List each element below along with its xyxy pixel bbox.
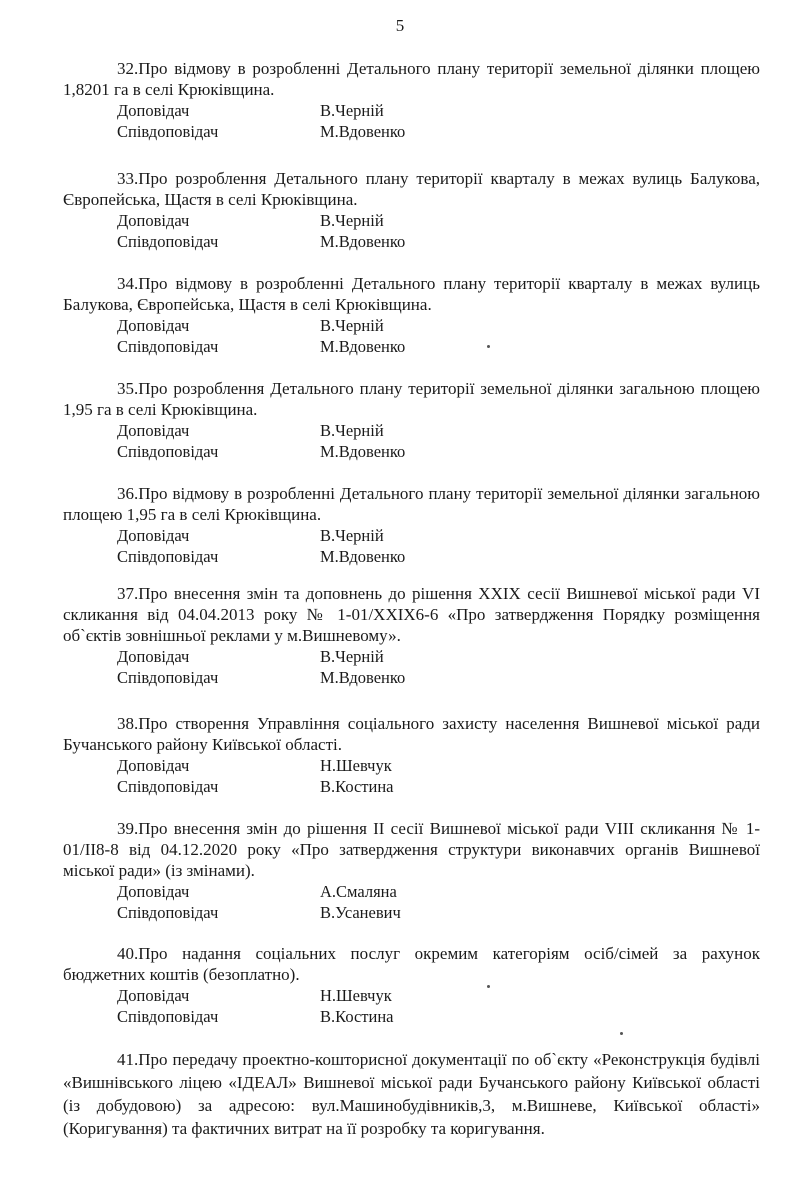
agenda-item-41 <box>0 1048 800 1140</box>
co-reporter-row <box>117 546 800 567</box>
reporter-row <box>117 100 800 121</box>
co-reporter-name: В.Костина <box>320 777 394 796</box>
co-reporter-name: М.Вдовенко <box>320 442 406 461</box>
agenda-item-title: 33.Про розроблення Детального плану території кварталу в межах вулиць Балукова, Європейська, Щастя в селі Крюківщина. <box>63 169 760 209</box>
co-reporter-row <box>117 902 800 923</box>
agenda-item-title: 32.Про відмову в розробленні Детального плану території земельної ділянки площею 1,8201 га в селі Крюківщина. <box>63 59 760 99</box>
scan-speck <box>487 985 490 988</box>
reporter-name: В.Черній <box>320 101 384 120</box>
agenda-item-title: 34.Про відмову в розробленні Детального плану території кварталу в межах вулиць Балукова, Європейська, Щастя в селі Крюківщина. <box>63 274 760 314</box>
reporter-row <box>117 646 800 667</box>
agenda-item-36 <box>0 483 800 567</box>
reporter-name: В.Черній <box>320 211 384 230</box>
co-reporter-name: М.Вдовенко <box>320 122 406 141</box>
reporter-row <box>117 525 800 546</box>
agenda-item-32 <box>0 58 800 142</box>
reporter-row <box>117 315 800 336</box>
reporter-role-label: Доповідач <box>117 756 190 775</box>
co-reporter-row <box>117 121 800 142</box>
co-reporter-row <box>117 776 800 797</box>
co-reporter-role-label: Співдоповідач <box>117 122 219 141</box>
co-reporter-name: В.Усаневич <box>320 903 401 922</box>
reporter-role-label: Доповідач <box>117 986 190 1005</box>
co-reporter-row <box>117 1006 800 1027</box>
co-reporter-name: В.Костина <box>320 1007 394 1026</box>
agenda-item-title: 38.Про створення Управління соціального захисту населення Вишневої міської ради Бучанського району Київської області. <box>63 714 760 754</box>
scan-speck <box>620 1032 623 1035</box>
reporter-row <box>117 420 800 441</box>
reporter-role-label: Доповідач <box>117 101 190 120</box>
reporter-row <box>117 755 800 776</box>
reporter-role-label: Доповідач <box>117 882 190 901</box>
reporter-name: Н.Шевчук <box>320 986 392 1005</box>
agenda-item-title: 40.Про надання соціальних послуг окремим категоріям осіб/сімей за рахунок бюджетних коштів (безоплатно). <box>63 944 760 984</box>
co-reporter-role-label: Співдоповідач <box>117 232 219 251</box>
co-reporter-role-label: Співдоповідач <box>117 337 219 356</box>
co-reporter-name: М.Вдовенко <box>320 547 406 566</box>
co-reporter-row <box>117 231 800 252</box>
agenda-item-37 <box>0 583 800 688</box>
reporter-name: В.Черній <box>320 526 384 545</box>
co-reporter-role-label: Співдоповідач <box>117 547 219 566</box>
agenda-item-title: 36.Про відмову в розробленні Детального плану території земельної ділянки загальною площею 1,95 га в селі Крюківщина. <box>63 484 760 524</box>
reporter-role-label: Доповідач <box>117 421 190 440</box>
agenda-item-title: 37.Про внесення змін та доповнень до рішення XXIX сесії Вишневої міської ради VI скликання від 04.04.2013 року № 1-01/XXIX6-6 «Про затвердження Порядку розміщення об`єктів зовнішньої реклами у м.Вишневому». <box>63 584 760 645</box>
reporter-row <box>117 985 800 1006</box>
reporter-name: Н.Шевчук <box>320 756 392 775</box>
reporter-name: В.Черній <box>320 421 384 440</box>
agenda-item-35 <box>0 378 800 462</box>
reporter-name: В.Черній <box>320 647 384 666</box>
agenda-item-34 <box>0 273 800 357</box>
co-reporter-role-label: Співдоповідач <box>117 1007 219 1026</box>
co-reporter-role-label: Співдоповідач <box>117 668 219 687</box>
reporter-name: В.Черній <box>320 316 384 335</box>
co-reporter-row <box>117 667 800 688</box>
agenda-item-40 <box>0 943 800 1027</box>
agenda-item-title: 39.Про внесення змін до рішення II сесії Вишневої міської ради VIII скликання № 1-01/II8-8 від 04.12.2020 року «Про затвердження структури виконавчих органів Вишневої міської ради» (із змінами). <box>63 819 760 880</box>
reporter-row <box>117 210 800 231</box>
co-reporter-row <box>117 336 800 357</box>
co-reporter-role-label: Співдоповідач <box>117 442 219 461</box>
agenda-item-33 <box>0 168 800 252</box>
co-reporter-name: М.Вдовенко <box>320 232 406 251</box>
reporter-role-label: Доповідач <box>117 316 190 335</box>
reporter-row <box>117 881 800 902</box>
agenda-item-38 <box>0 713 800 797</box>
co-reporter-name: М.Вдовенко <box>320 337 406 356</box>
reporter-role-label: Доповідач <box>117 647 190 666</box>
co-reporter-name: М.Вдовенко <box>320 668 406 687</box>
reporter-name: А.Смаляна <box>320 882 397 901</box>
co-reporter-row <box>117 441 800 462</box>
co-reporter-role-label: Співдоповідач <box>117 777 219 796</box>
co-reporter-role-label: Співдоповідач <box>117 903 219 922</box>
scan-speck <box>487 345 490 348</box>
agenda-item-title: 35.Про розроблення Детального плану території земельної ділянки загальною площею 1,95 га в селі Крюківщина. <box>63 379 760 419</box>
page-number: 5 <box>395 16 405 35</box>
agenda-item-39 <box>0 818 800 923</box>
agenda-item-title: 41.Про передачу проектно-кошторисної документації по об`єкту «Реконструкція будівлі «Вишнівського ліцею «ІДЕАЛ» Вишневої міської ради Бучанського району Київської області (із добудовою) за адресою: вул.Машинобудівників,3, м.Вишневе, Київської області» (Коригування) та фактичних витрат на її розробку та коригування. <box>63 1050 760 1138</box>
reporter-role-label: Доповідач <box>117 211 190 230</box>
reporter-role-label: Доповідач <box>117 526 190 545</box>
